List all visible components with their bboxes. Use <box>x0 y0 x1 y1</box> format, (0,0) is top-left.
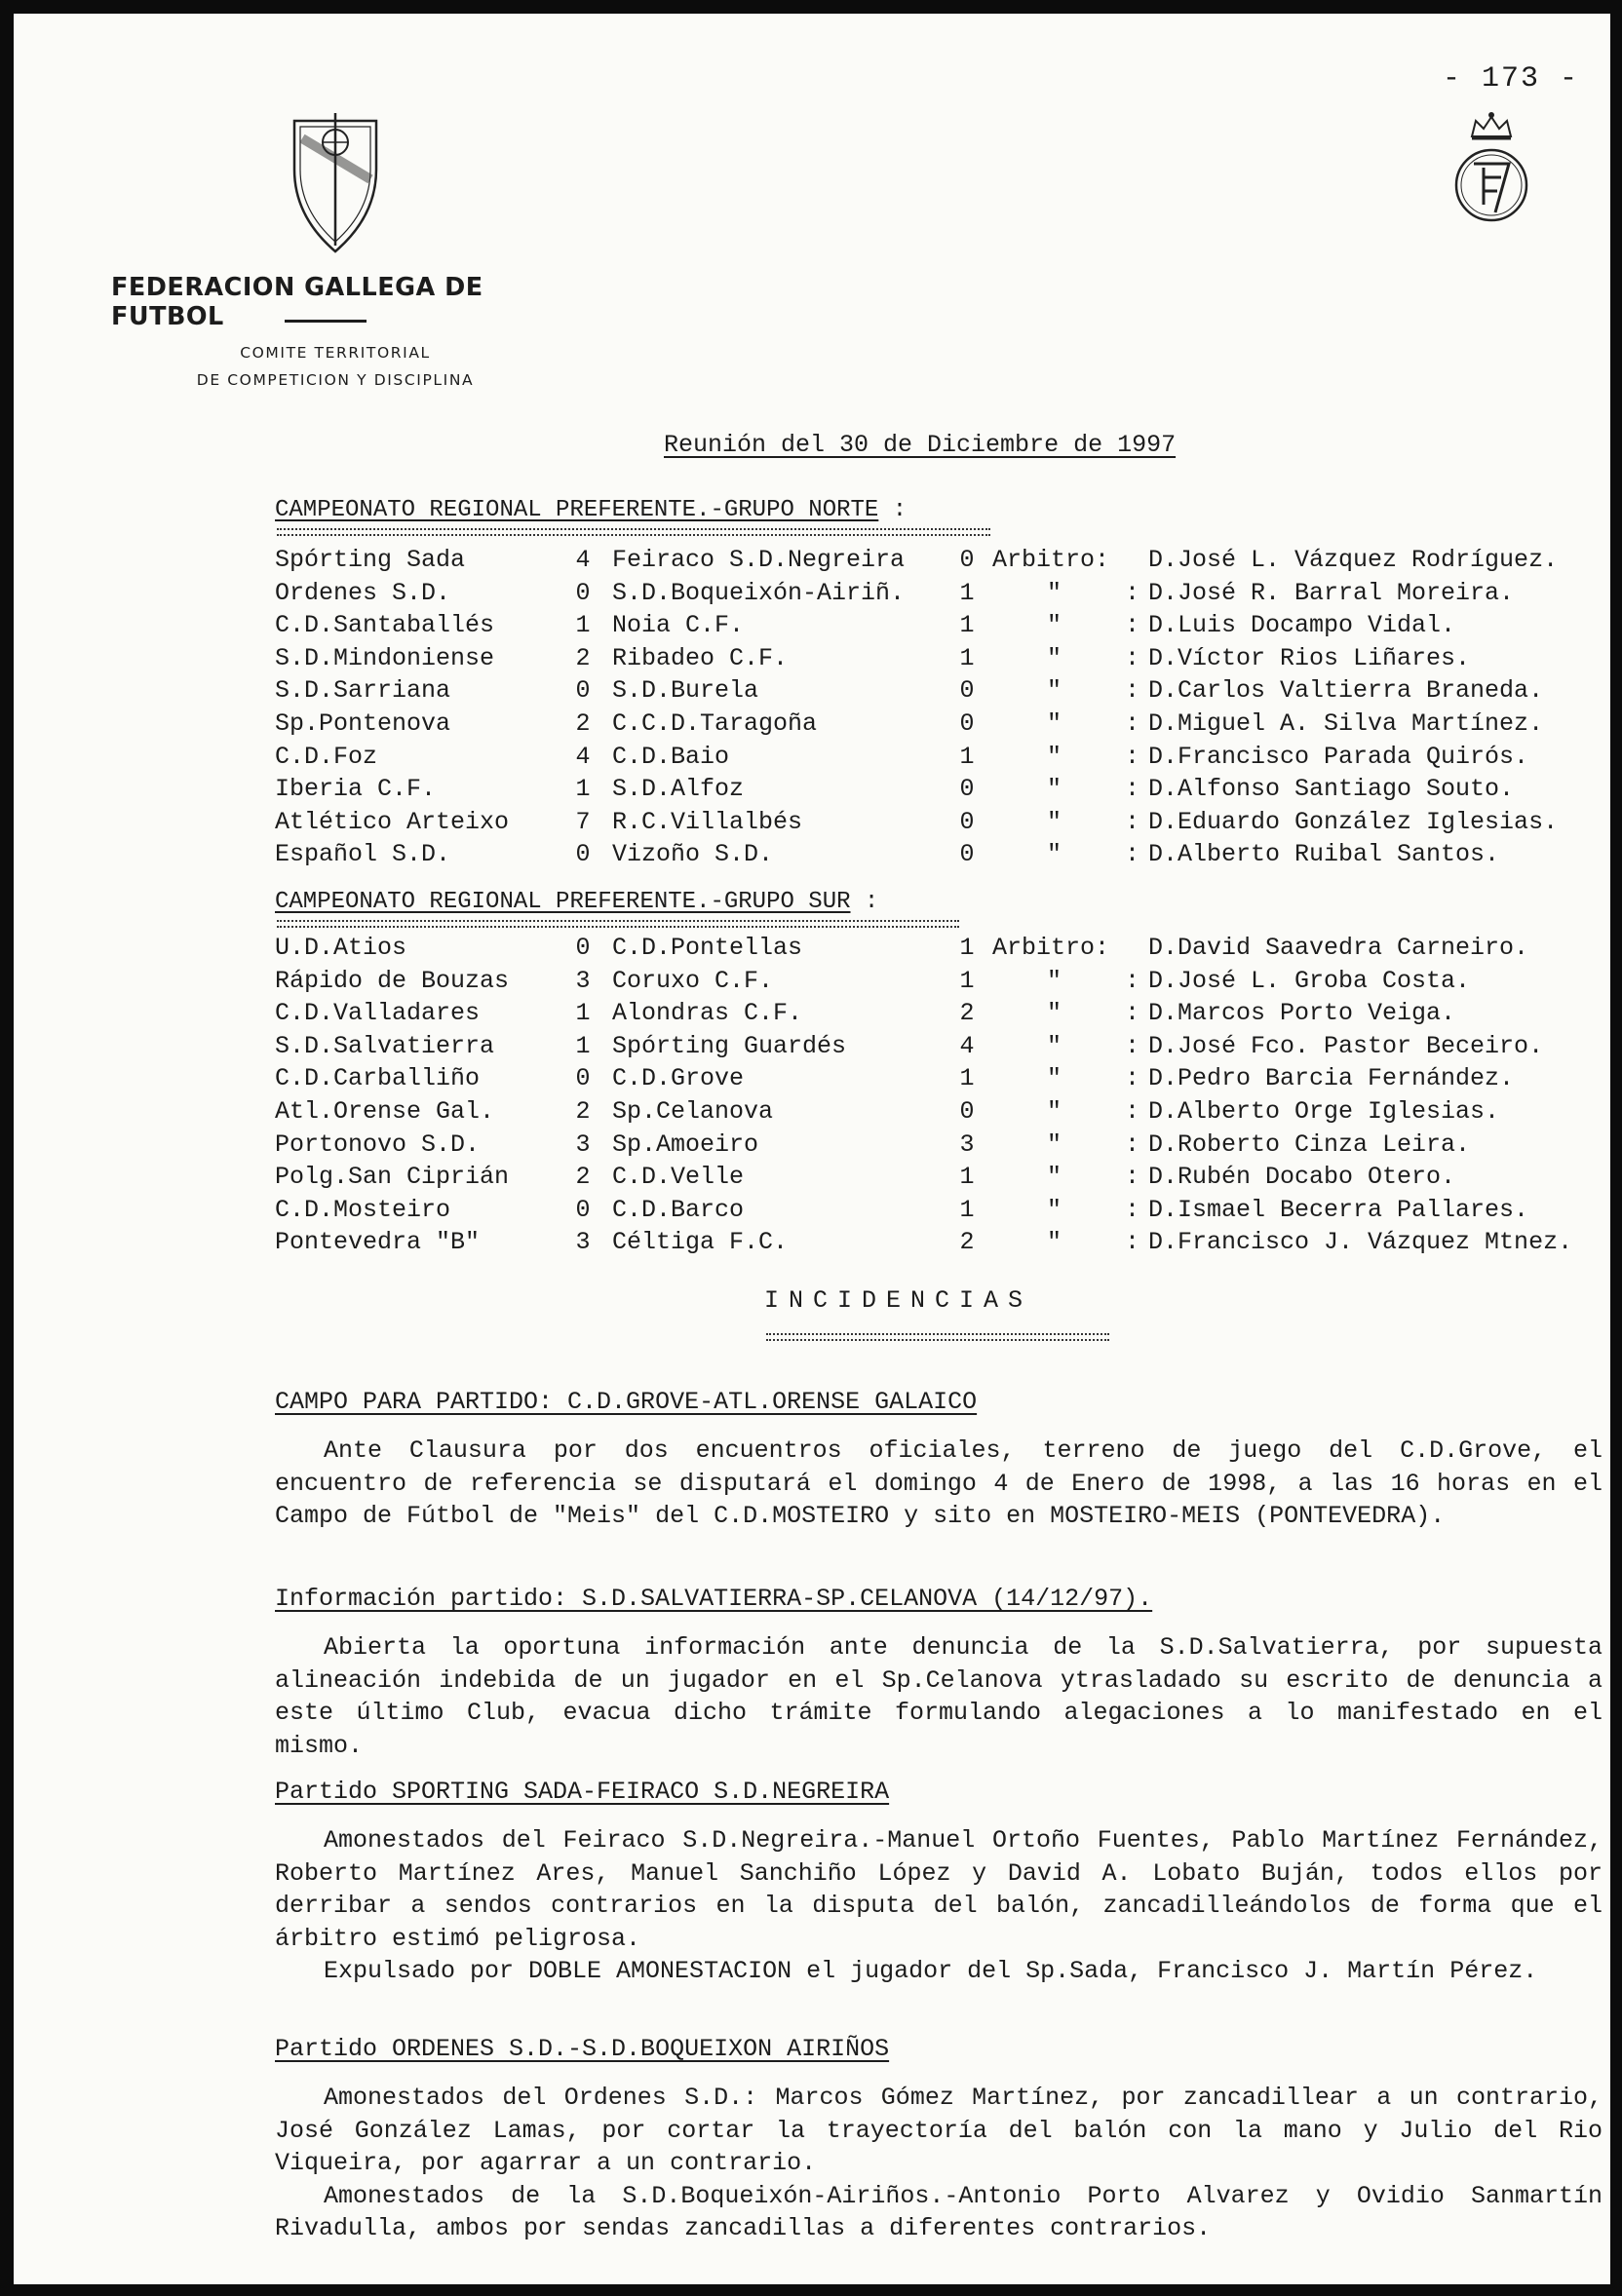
referee-name: D.Marcos Porto Veiga. <box>1148 999 1456 1028</box>
away-team: C.D.Grove <box>612 1064 745 1093</box>
section-rule <box>277 920 959 928</box>
referee-name: D.Carlos Valtierra Braneda. <box>1148 676 1544 706</box>
home-team: Atlético Arteixo <box>275 807 510 836</box>
away-score: 0 <box>959 840 975 869</box>
referee-role: " <box>1047 966 1062 995</box>
home-team: C.D.Foz <box>275 742 378 771</box>
away-score: 2 <box>959 999 975 1028</box>
referee-colon: : <box>1125 611 1140 640</box>
section-title-sur <box>275 889 878 915</box>
section-rule <box>277 528 990 536</box>
home-score: 2 <box>575 643 591 672</box>
referee-name: D.José Fco. Pastor Beceiro. <box>1148 1031 1544 1060</box>
away-team: C.D.Baio <box>612 742 730 771</box>
results-table-sur <box>14 934 1610 1261</box>
home-score: 0 <box>575 578 591 607</box>
referee-colon: : <box>1125 840 1140 869</box>
match-row <box>14 1163 1610 1196</box>
home-score: 4 <box>575 742 591 771</box>
match-row <box>14 1064 1610 1097</box>
away-team: Sp.Celanova <box>612 1096 774 1126</box>
away-score: 0 <box>959 807 975 836</box>
incidence-body <box>275 1824 1603 1988</box>
match-row <box>14 999 1610 1032</box>
home-team: Atl.Orense Gal. <box>275 1096 495 1126</box>
match-row <box>14 743 1610 776</box>
referee-colon: : <box>1125 1228 1140 1257</box>
referee-name: D.Miguel A. Silva Martínez. <box>1148 708 1544 738</box>
referee-role: " <box>1047 1096 1062 1126</box>
referee-name: D.Alfonso Santiago Souto. <box>1148 775 1515 804</box>
referee-colon: : <box>1125 1195 1140 1224</box>
header-divider <box>285 320 367 323</box>
incidence-heading: CAMPO PARA PARTIDO: C.D.GROVE-ATL.ORENSE GALAICO <box>275 1388 978 1416</box>
home-score: 1 <box>575 1031 591 1060</box>
committee-line-2: DE COMPETICION Y DISCIPLINA <box>196 371 475 389</box>
away-score: 3 <box>959 1129 975 1159</box>
away-team: Céltiga F.C. <box>612 1228 789 1257</box>
referee-colon: : <box>1125 807 1140 836</box>
referee-name: D.Ismael Becerra Pallares. <box>1148 1195 1529 1224</box>
referee-role: " <box>1047 1228 1062 1257</box>
section-title-text: CAMPEONATO REGIONAL PREFERENTE.-GRUPO SUR <box>275 889 851 915</box>
referee-name: D.Alberto Orge Iglesias. <box>1148 1096 1500 1126</box>
referee-name: D.Eduardo González Iglesias. <box>1148 807 1559 836</box>
incidence-paragraph: Abierta la oportuna información ante denuncia de la S.D.Salvatierra, por supuesta alineación indebida de un jugador en el Sp.Celanova ytrasladado su escrito de denuncia a este último Club, evacua dicho trámite formulando alegaciones a lo manifestado en el mismo. <box>275 1633 1603 1760</box>
results-table-norte <box>14 546 1610 873</box>
away-score: 1 <box>959 742 975 771</box>
committee-name <box>111 339 560 394</box>
referee-colon: : <box>1125 1031 1140 1060</box>
referee-role: " <box>1047 676 1062 706</box>
rfef-crest-icon <box>1445 107 1538 234</box>
referee-role: Arbitro: <box>992 546 1110 574</box>
home-team: S.D.Salvatierra <box>275 1031 495 1060</box>
away-team: Coruxo C.F. <box>612 966 774 995</box>
home-team: Polg.San Ciprián <box>275 1163 510 1192</box>
away-score: 1 <box>959 643 975 672</box>
incidence-paragraph: Amonestados de la S.D.Boqueixón-Airiños.-Antonio Porto Alvarez y Ovidio Sanmartín Rivadulla, ambos por sendas zancadillas a diferentes contrarios. <box>275 2181 1603 2243</box>
home-team: Pontevedra "B" <box>275 1228 481 1257</box>
match-row <box>14 1228 1610 1261</box>
home-score: 4 <box>575 546 591 574</box>
match-row <box>14 644 1610 677</box>
away-team: C.D.Pontellas <box>612 934 803 962</box>
match-row <box>14 1097 1610 1130</box>
away-score: 1 <box>959 611 975 640</box>
home-score: 0 <box>575 1064 591 1093</box>
home-score: 0 <box>575 1195 591 1224</box>
home-score: 0 <box>575 934 591 962</box>
home-score: 7 <box>575 807 591 836</box>
committee-line-1: COMITE TERRITORIAL <box>240 344 431 362</box>
home-score: 3 <box>575 1228 591 1257</box>
home-score: 2 <box>575 708 591 738</box>
referee-role: " <box>1047 742 1062 771</box>
home-team: C.D.Valladares <box>275 999 481 1028</box>
meeting-title: Reunión del 30 de Diciembre de 1997 <box>664 431 1177 459</box>
referee-role: " <box>1047 1129 1062 1159</box>
home-team: U.D.Atios <box>275 934 407 962</box>
referee-colon: : <box>1125 578 1140 607</box>
incidencias-rule <box>766 1333 1109 1341</box>
home-score: 1 <box>575 999 591 1028</box>
incidence-paragraph: Expulsado por DOBLE AMONESTACION el jugador del Sp.Sada, Francisco J. Martín Pérez. <box>324 1957 1538 1986</box>
away-score: 1 <box>959 966 975 995</box>
referee-colon: : <box>1125 1129 1140 1159</box>
referee-name: D.José R. Barral Moreira. <box>1148 578 1515 607</box>
referee-role: " <box>1047 643 1062 672</box>
referee-name: D.Rubén Docabo Otero. <box>1148 1163 1456 1192</box>
referee-role: " <box>1047 999 1062 1028</box>
referee-name: D.Pedro Barcia Fernández. <box>1148 1064 1515 1093</box>
away-team: Feiraco S.D.Negreira <box>612 546 906 574</box>
match-row <box>14 1130 1610 1164</box>
incidence-heading: Partido SPORTING SADA-FEIRACO S.D.NEGREIRA <box>275 1778 890 1806</box>
home-team: S.D.Sarriana <box>275 676 451 706</box>
referee-name: D.Francisco J. Vázquez Mtnez. <box>1148 1228 1573 1257</box>
away-score: 1 <box>959 578 975 607</box>
incidence-body <box>275 1435 1603 1533</box>
away-score: 0 <box>959 676 975 706</box>
away-team: C.C.D.Taragoña <box>612 708 818 738</box>
incidence-body <box>275 2082 1603 2245</box>
match-row <box>14 709 1610 743</box>
match-row <box>14 775 1610 808</box>
referee-colon: : <box>1125 1163 1140 1192</box>
referee-colon: : <box>1125 1096 1140 1126</box>
away-score: 1 <box>959 1195 975 1224</box>
referee-role: " <box>1047 775 1062 804</box>
away-team: Noia C.F. <box>612 611 745 640</box>
referee-colon: : <box>1125 1064 1140 1093</box>
away-team: Spórting Guardés <box>612 1031 847 1060</box>
away-team: S.D.Burela <box>612 676 759 706</box>
match-row <box>14 808 1610 841</box>
federation-name: FEDERACION GALLEGA DE FUTBOL <box>111 273 483 331</box>
referee-colon: : <box>1125 676 1140 706</box>
referee-colon: : <box>1125 775 1140 804</box>
home-team: Spórting Sada <box>275 546 466 574</box>
match-row <box>14 611 1610 644</box>
referee-colon: : <box>1125 643 1140 672</box>
home-team: Portonovo S.D. <box>275 1129 481 1159</box>
section-title-text: CAMPEONATO REGIONAL PREFERENTE.-GRUPO NORTE <box>275 497 879 523</box>
away-score: 4 <box>959 1031 975 1060</box>
referee-colon: : <box>1125 708 1140 738</box>
away-team: C.D.Barco <box>612 1195 745 1224</box>
match-row <box>14 1032 1610 1065</box>
referee-role: " <box>1047 1064 1062 1093</box>
section-title-suffix: : <box>892 497 908 523</box>
incidence-paragraph: Amonestados del Feiraco S.D.Negreira.-Manuel Ortoño Fuentes, Pablo Martínez Fernández, Roberto Martínez Ares, Manuel Sanchiño López y David A. Lobato Buján, todos ellos por derribar a sendos contrarios en la disputa del balón, zancadilleándolos de forma que el árbitro estimó peligrosa. <box>275 1826 1603 1953</box>
page-number: - 173 - <box>1443 62 1580 96</box>
incidence-heading: Información partido: S.D.SALVATIERRA-SP.CELANOVA (14/12/97). <box>275 1585 1153 1613</box>
home-score: 2 <box>575 1163 591 1192</box>
away-team: Sp.Amoeiro <box>612 1129 759 1159</box>
match-row <box>14 840 1610 873</box>
home-score: 0 <box>575 676 591 706</box>
home-team: Iberia C.F. <box>275 775 437 804</box>
incidence-paragraph: Ante Clausura por dos encuentros oficiales, terreno de juego del C.D.Grove, el encuentro de referencia se disputará el domingo 4 de Enero de 1998, a las 16 horas en el Campo de Fútbol de "Meis" del C.D.MOSTEIRO y sito en MOSTEIRO-MEIS (PONTEVEDRA). <box>275 1436 1603 1531</box>
home-team: Rápido de Bouzas <box>275 966 510 995</box>
home-team: S.D.Mindoniense <box>275 643 495 672</box>
referee-colon: : <box>1125 742 1140 771</box>
match-row <box>14 1196 1610 1229</box>
home-team: C.D.Carballiño <box>275 1064 481 1093</box>
incidence-body <box>275 1631 1603 1762</box>
referee-role: " <box>1047 1195 1062 1224</box>
away-team: Alondras C.F. <box>612 999 803 1028</box>
away-team: Ribadeo C.F. <box>612 643 789 672</box>
home-team: C.D.Santaballés <box>275 611 495 640</box>
referee-role: " <box>1047 611 1062 640</box>
referee-name: D.Alberto Ruibal Santos. <box>1148 840 1500 869</box>
away-score: 1 <box>959 934 975 962</box>
home-score: 2 <box>575 1096 591 1126</box>
away-score: 0 <box>959 1096 975 1126</box>
home-score: 1 <box>575 611 591 640</box>
referee-role: " <box>1047 578 1062 607</box>
referee-role: " <box>1047 1163 1062 1192</box>
federation-shield-icon <box>287 109 384 255</box>
match-row <box>14 967 1610 1000</box>
away-score: 0 <box>959 775 975 804</box>
away-score: 0 <box>959 546 975 574</box>
home-team: Ordenes S.D. <box>275 578 451 607</box>
home-team: Sp.Pontenova <box>275 708 451 738</box>
away-score: 2 <box>959 1228 975 1257</box>
referee-name: D.David Saavedra Carneiro. <box>1148 934 1529 962</box>
section-title-suffix: : <box>864 889 879 915</box>
referee-role: " <box>1047 840 1062 869</box>
home-score: 1 <box>575 775 591 804</box>
referee-name: D.Francisco Parada Quirós. <box>1148 742 1529 771</box>
referee-role: " <box>1047 807 1062 836</box>
home-score: 3 <box>575 966 591 995</box>
referee-role: Arbitro: <box>992 934 1110 962</box>
referee-name: D.Víctor Rios Liñares. <box>1148 643 1471 672</box>
away-score: 1 <box>959 1064 975 1093</box>
match-row <box>14 579 1610 612</box>
referee-role: " <box>1047 708 1062 738</box>
home-score: 0 <box>575 840 591 869</box>
home-score: 3 <box>575 1129 591 1159</box>
away-team: Vizoño S.D. <box>612 840 774 869</box>
referee-role: " <box>1047 1031 1062 1060</box>
referee-colon: : <box>1125 999 1140 1028</box>
away-team: R.C.Villalbés <box>612 807 803 836</box>
referee-name: D.José L. Groba Costa. <box>1148 966 1471 995</box>
document-page <box>14 14 1610 2284</box>
home-team: C.D.Mosteiro <box>275 1195 451 1224</box>
match-row <box>14 546 1610 579</box>
home-team: Español S.D. <box>275 840 451 869</box>
section-title-norte <box>275 497 907 523</box>
away-score: 0 <box>959 708 975 738</box>
away-team: S.D.Alfoz <box>612 775 745 804</box>
incidencias-title: INCIDENCIAS <box>764 1286 1033 1315</box>
match-row <box>14 676 1610 709</box>
referee-colon: : <box>1125 966 1140 995</box>
referee-name: D.José L. Vázquez Rodríguez. <box>1148 546 1559 574</box>
referee-name: D.Roberto Cinza Leira. <box>1148 1129 1471 1159</box>
away-team: C.D.Velle <box>612 1163 745 1192</box>
referee-name: D.Luis Docampo Vidal. <box>1148 611 1456 640</box>
incidence-heading: Partido ORDENES S.D.-S.D.BOQUEIXON AIRIÑOS <box>275 2035 890 2063</box>
away-score: 1 <box>959 1163 975 1192</box>
match-row <box>14 934 1610 967</box>
away-team: S.D.Boqueixón-Airiñ. <box>612 578 906 607</box>
incidence-paragraph: Amonestados del Ordenes S.D.: Marcos Gómez Martínez, por zancadillear a un contrario, José González Lamas, por cortar la trayectoría del balón con la mano y Julio del Rio Viqueira, por agarrar a un contrario. <box>275 2084 1603 2178</box>
